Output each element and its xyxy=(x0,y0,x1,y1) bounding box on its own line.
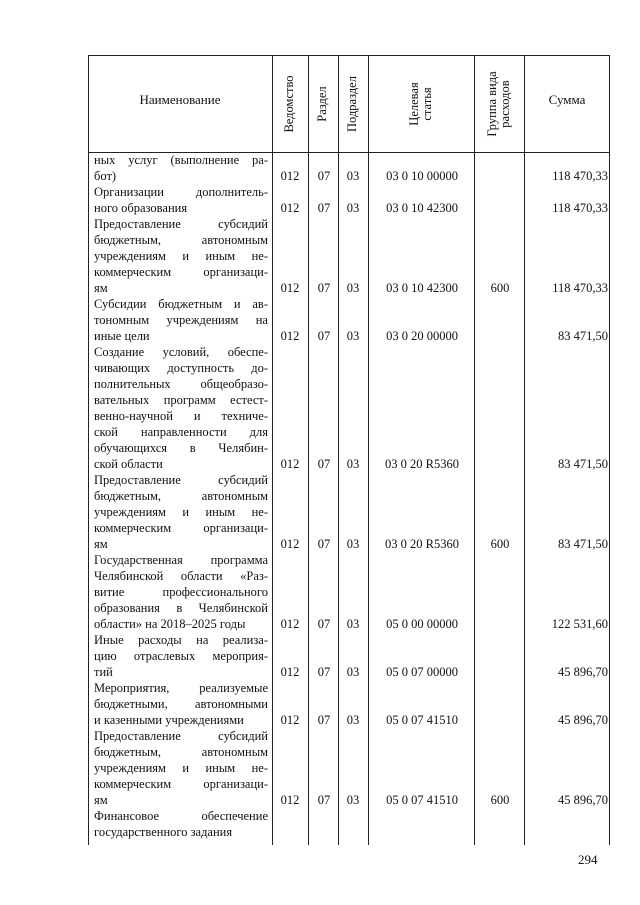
row-name-line: учреждениям и иным не- xyxy=(94,505,268,519)
header-razdel: Раздел xyxy=(315,86,329,122)
summa-cell: 118 470,33 xyxy=(552,201,608,215)
podrazdel-cell: 03 xyxy=(346,329,360,343)
table-row xyxy=(88,216,610,296)
vedomstvo-cell: 012 xyxy=(280,329,300,343)
row-name-line: бюджетным, автономным xyxy=(94,489,268,503)
table-row xyxy=(88,680,610,728)
row-name xyxy=(94,680,268,728)
row-name-line: тономным учреждениям на xyxy=(94,313,268,327)
tselevaya-statya-cell: 05 0 07 41510 xyxy=(386,793,458,807)
razdel-cell: 07 xyxy=(317,169,331,183)
row-name-line: тий xyxy=(94,665,113,679)
razdel-cell: 07 xyxy=(317,537,331,551)
row-name-line: ных услуг (выполнение ра- xyxy=(94,153,268,167)
razdel-cell: 07 xyxy=(317,617,331,631)
row-name-line: Финансовое обеспечение xyxy=(94,809,268,823)
tselevaya-statya-cell: 05 0 07 00000 xyxy=(386,665,458,679)
header-summa: Сумма xyxy=(548,92,586,107)
tselevaya-statya-cell: 03 0 20 00000 xyxy=(386,329,458,343)
row-name xyxy=(94,632,268,680)
gruppa-cell: 600 xyxy=(490,281,510,295)
podrazdel-cell: 03 xyxy=(346,537,360,551)
podrazdel-cell: 03 xyxy=(346,617,360,631)
tselevaya-statya-cell: 03 0 10 42300 xyxy=(386,281,458,295)
row-name-line: ям xyxy=(94,537,108,551)
table-header xyxy=(88,55,610,153)
row-name-line: Иные расходы на реализа- xyxy=(94,633,268,647)
razdel-cell: 07 xyxy=(317,793,331,807)
razdel-cell: 07 xyxy=(317,201,331,215)
row-name-line: Мероприятия, реализуемые xyxy=(94,681,268,695)
row-name-line: коммерческим организаци- xyxy=(94,521,268,535)
razdel-cell: 07 xyxy=(317,329,331,343)
row-name-line: венно-научной и техниче- xyxy=(94,409,268,423)
podrazdel-cell: 03 xyxy=(346,281,360,295)
summa-cell: 118 470,33 xyxy=(552,169,608,183)
summa-cell: 83 471,50 xyxy=(558,537,608,551)
row-name-line: бюджетным, автономным xyxy=(94,745,268,759)
row-name-line: Субсидии бюджетным и ав- xyxy=(94,297,268,311)
row-name-line: ской области xyxy=(94,457,163,471)
row-name-line: и казенными учреждениями xyxy=(94,713,244,727)
summa-cell: 118 470,33 xyxy=(552,281,608,295)
row-name-line: учреждениям и иным не- xyxy=(94,761,268,775)
podrazdel-cell: 03 xyxy=(346,665,360,679)
row-name-line: государственного задания xyxy=(94,825,233,839)
summa-cell: 45 896,70 xyxy=(558,713,608,727)
page-number: 294 xyxy=(578,852,598,867)
row-name xyxy=(94,216,268,296)
tselevaya-statya-cell: 03 0 20 R5360 xyxy=(385,457,459,471)
table-row xyxy=(88,632,610,680)
vedomstvo-cell: 012 xyxy=(280,457,300,471)
row-name-line: Государственная программа xyxy=(94,553,268,567)
table-row xyxy=(88,728,610,808)
row-name-line: иные цели xyxy=(94,329,150,343)
row-name-line: бюджетным, автономным xyxy=(94,233,268,247)
vedomstvo-cell: 012 xyxy=(280,281,300,295)
header-gruppa-vida-rashodov: Группа вида расходов xyxy=(485,71,512,137)
tselevaya-statya-cell: 03 0 10 42300 xyxy=(386,201,458,215)
row-name xyxy=(94,184,268,216)
header-tselevaya-statya: Целевая статья xyxy=(407,82,434,126)
razdel-cell: 07 xyxy=(317,665,331,679)
razdel-cell: 07 xyxy=(317,281,331,295)
row-name-line: Предоставление субсидий xyxy=(94,217,268,231)
row-name-line: обучающихся в Челябин- xyxy=(94,441,268,455)
vedomstvo-cell: 012 xyxy=(280,201,300,215)
table-row xyxy=(88,552,610,632)
summa-cell: 83 471,50 xyxy=(558,329,608,343)
row-name xyxy=(94,552,268,632)
razdel-cell: 07 xyxy=(317,713,331,727)
summa-cell: 83 471,50 xyxy=(558,457,608,471)
razdel-cell: 07 xyxy=(317,457,331,471)
summa-cell: 45 896,70 xyxy=(558,793,608,807)
header-name: Наименование xyxy=(139,92,221,107)
row-name-line: Предоставление субсидий xyxy=(94,729,268,743)
tselevaya-statya-cell: 05 0 07 41510 xyxy=(386,713,458,727)
row-name-line: ного образования xyxy=(94,201,188,215)
row-name-line: бюджетными, автономными xyxy=(94,697,268,711)
vedomstvo-cell: 012 xyxy=(280,169,300,183)
podrazdel-cell: 03 xyxy=(346,793,360,807)
gruppa-cell: 600 xyxy=(490,793,510,807)
row-name-line: цию отраслевых мероприя- xyxy=(94,649,268,663)
row-name-line: ям xyxy=(94,793,108,807)
tselevaya-statya-cell: 03 0 20 R5360 xyxy=(385,537,459,551)
vedomstvo-cell: 012 xyxy=(280,793,300,807)
row-name-line: бот) xyxy=(94,169,117,183)
vedomstvo-cell: 012 xyxy=(280,713,300,727)
row-name xyxy=(94,728,268,808)
row-name-line: коммерческим организаци- xyxy=(94,265,268,279)
vedomstvo-cell: 012 xyxy=(280,537,300,551)
row-name-line: чивающих доступность до- xyxy=(94,361,268,375)
vedomstvo-cell: 012 xyxy=(280,617,300,631)
row-name xyxy=(94,296,268,344)
row-name-line: ской направленности для xyxy=(94,425,268,439)
tselevaya-statya-cell: 05 0 00 00000 xyxy=(386,617,458,631)
header-vedomstvo: Ведомство xyxy=(282,75,296,133)
row-name xyxy=(94,808,268,840)
table-row xyxy=(88,152,610,184)
podrazdel-cell: 03 xyxy=(346,169,360,183)
row-name-line: Челябинской области «Раз- xyxy=(94,569,268,583)
summa-cell: 122 531,60 xyxy=(551,617,608,631)
table-row xyxy=(88,296,610,344)
header-podrazdel: Подраздел xyxy=(345,76,359,132)
tselevaya-statya-cell: 03 0 10 00000 xyxy=(386,169,458,183)
row-name xyxy=(94,152,268,184)
row-name-line: учреждениям и иным не- xyxy=(94,249,268,263)
row-name-line: вательных программ естест- xyxy=(94,393,268,407)
row-name xyxy=(94,344,268,472)
table-row xyxy=(88,344,610,472)
row-name-line: области» на 2018–2025 годы xyxy=(94,617,246,631)
podrazdel-cell: 03 xyxy=(346,201,360,215)
row-name-line: образования в Челябинской xyxy=(94,601,268,615)
row-name-line: ям xyxy=(94,281,108,295)
vedomstvo-cell: 012 xyxy=(280,665,300,679)
summa-cell: 45 896,70 xyxy=(558,665,608,679)
gruppa-cell: 600 xyxy=(490,537,510,551)
row-name-line: Создание условий, обеспе- xyxy=(94,345,268,359)
table-row xyxy=(88,472,610,552)
table-row xyxy=(88,808,610,840)
podrazdel-cell: 03 xyxy=(346,713,360,727)
row-name-line: витие профессионального xyxy=(94,585,268,599)
row-name xyxy=(94,472,268,552)
row-name-line: Организации дополнитель- xyxy=(94,185,268,199)
row-name-line: полнительных общеобразо- xyxy=(94,377,268,391)
row-name-line: коммерческим организаци- xyxy=(94,777,268,791)
podrazdel-cell: 03 xyxy=(346,457,360,471)
table-row xyxy=(88,184,610,216)
row-name-line: Предоставление субсидий xyxy=(94,473,268,487)
